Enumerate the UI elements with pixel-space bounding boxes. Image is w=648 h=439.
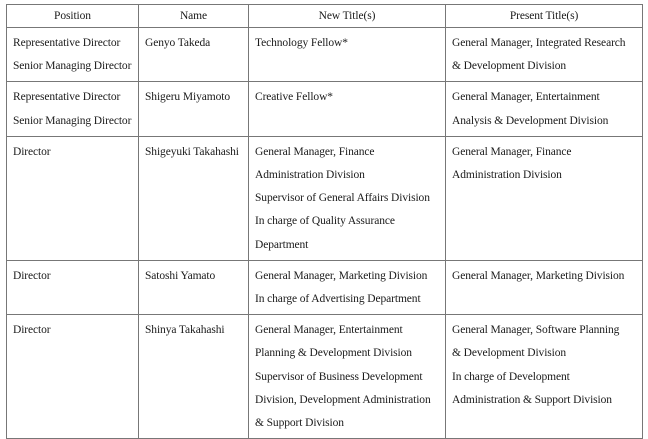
cell-line: General Manager, Marketing Division <box>452 269 625 282</box>
cell-present-titles <box>446 260 643 314</box>
header-present-titles: Present Title(s) <box>446 5 643 28</box>
cell-line: Technology Fellow* <box>255 37 348 49</box>
cell-present-titles <box>446 136 643 260</box>
cell-line: Shigeyuki Takahashi <box>145 145 239 158</box>
cell-line: General Manager, Software Planning <box>452 324 620 337</box>
cell-line: Shigeru Miyamoto <box>145 91 230 104</box>
cell-line: In charge of Advertising Department <box>255 293 421 306</box>
cell-line: Director <box>13 269 51 282</box>
cell-line: Representative Director <box>13 91 121 104</box>
cell-line: Satoshi Yamato <box>145 269 216 282</box>
table-row <box>7 260 643 314</box>
table-row <box>7 136 643 260</box>
cell-line: Division, Development Administration <box>255 393 431 406</box>
cell-name <box>139 136 249 260</box>
cell-line: & Development Division <box>452 60 567 73</box>
cell-line: Department <box>255 238 309 251</box>
cell-line: Senior Managing Director <box>13 114 132 127</box>
cell-present-titles <box>446 82 643 136</box>
cell-line: In charge of Quality Assurance <box>255 215 395 228</box>
cell-line: Analysis & Development Division <box>452 114 609 127</box>
cell-line: General Manager, Entertainment <box>452 91 600 104</box>
cell-line: Administration & Support Division <box>452 393 612 406</box>
header-position: Position <box>7 5 139 28</box>
cell-position <box>7 260 139 314</box>
cell-line: Supervisor of Business Development <box>255 370 423 383</box>
cell-line: Administration Division <box>452 169 562 182</box>
cell-line: Planning & Development Division <box>255 347 412 360</box>
cell-position <box>7 315 139 439</box>
cell-line: General Manager, Entertainment <box>255 324 403 337</box>
cell-line: General Manager, Finance <box>255 145 375 158</box>
cell-new-titles <box>249 82 446 136</box>
table-row <box>7 82 643 136</box>
cell-line: Shinya Takahashi <box>145 324 225 337</box>
cell-name <box>139 82 249 136</box>
cell-line: & Support Division <box>255 417 344 430</box>
cell-name <box>139 260 249 314</box>
table-header-row <box>7 5 643 28</box>
header-new-titles: New Title(s) <box>249 5 446 28</box>
header-name: Name <box>139 5 249 28</box>
cell-position <box>7 136 139 260</box>
cell-line: Administration Division <box>255 169 365 182</box>
table-row <box>7 28 643 82</box>
cell-line: Representative Director <box>13 37 121 49</box>
cell-line: & Development Division <box>452 347 567 360</box>
cell-name <box>139 315 249 439</box>
cell-name <box>139 28 249 82</box>
cell-line: Director <box>13 145 51 158</box>
cell-present-titles <box>446 315 643 439</box>
cell-line: General Manager, Integrated Research <box>452 37 626 49</box>
cell-line: General Manager, Marketing Division <box>255 269 428 282</box>
cell-line: Director <box>13 324 51 337</box>
cell-present-titles <box>446 28 643 82</box>
cell-line: Senior Managing Director <box>13 60 132 73</box>
cell-position <box>7 28 139 82</box>
cell-line: In charge of Development <box>452 370 570 383</box>
table-row <box>7 315 643 439</box>
cell-position <box>7 82 139 136</box>
cell-line: Creative Fellow* <box>255 91 333 104</box>
executive-changes-table <box>6 4 643 439</box>
cell-line: General Manager, Finance <box>452 145 572 158</box>
cell-new-titles <box>249 28 446 82</box>
cell-line: Supervisor of General Affairs Division <box>255 192 430 205</box>
cell-new-titles <box>249 260 446 314</box>
cell-line: Genyo Takeda <box>145 37 211 49</box>
cell-new-titles <box>249 136 446 260</box>
cell-new-titles <box>249 315 446 439</box>
